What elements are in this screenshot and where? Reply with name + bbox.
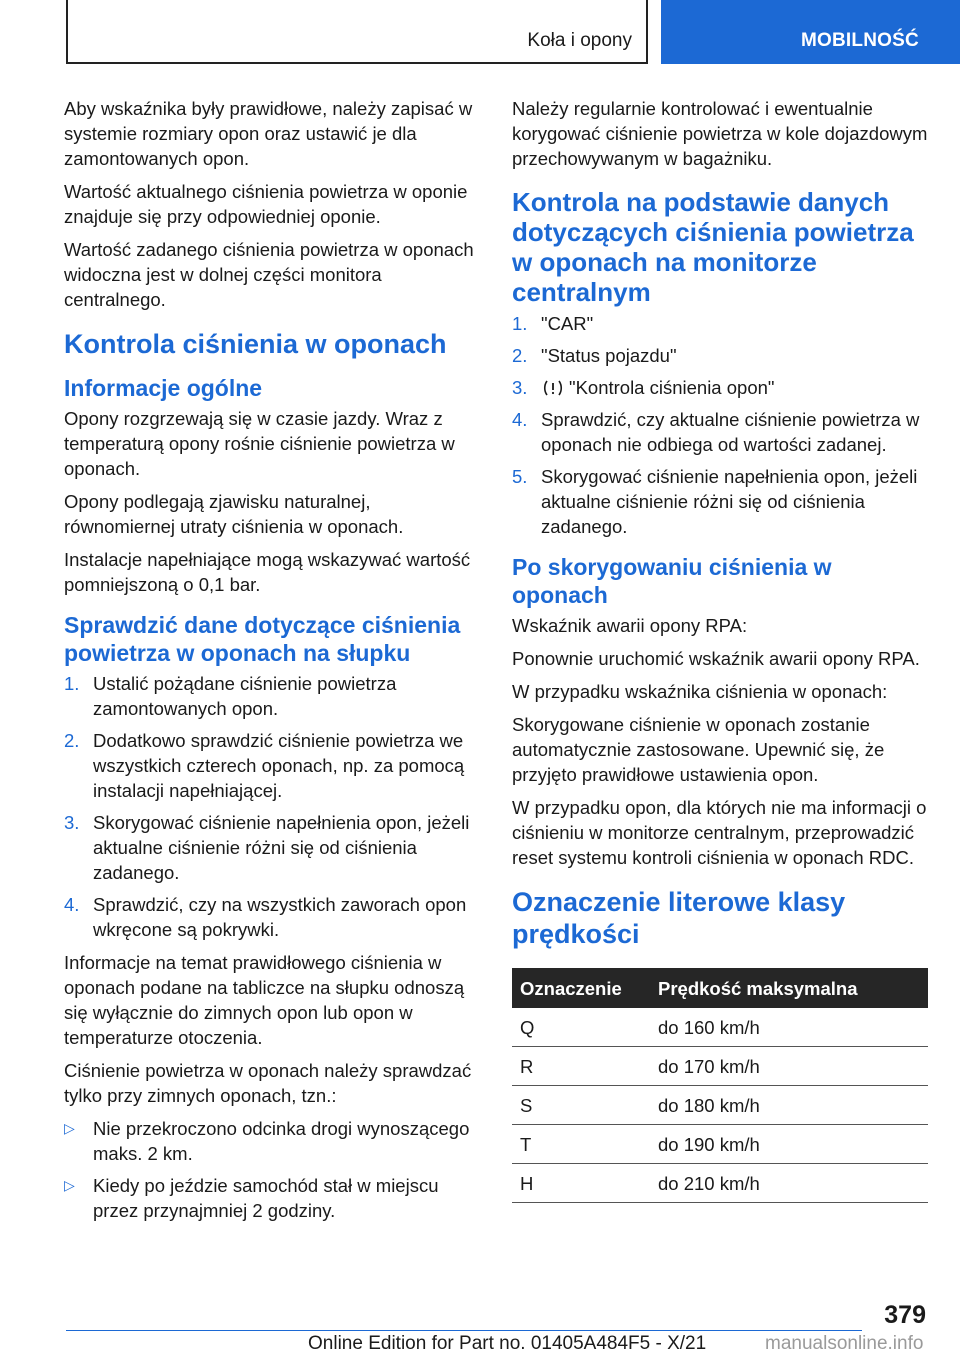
heading-po-skorygowaniu: Po skorygowaniu ciśnienia w oponach [512, 554, 832, 608]
steps-list [512, 311, 928, 539]
paragraph: W przypadku wskaźnika ciśnienia w oponach: [512, 681, 888, 702]
table-cell: do 190 km/h [650, 1125, 928, 1164]
step-text: "Kontrola ciśnienia opon" [569, 377, 775, 398]
list-item [512, 407, 928, 457]
bullet-text: Nie przekroczono odcinka drogi wynoszącego maks. 2 km. [93, 1118, 470, 1164]
table-cell: H [512, 1164, 650, 1203]
step-number: 4. [64, 894, 80, 915]
paragraph: Ponownie uruchomić wskaźnik awarii opony RPA. [512, 648, 920, 669]
table-row [512, 1164, 928, 1203]
footer-divider [66, 1330, 862, 1331]
chapter-title: MOBILNOŚĆ [801, 30, 919, 51]
step-number: 5. [512, 466, 528, 487]
step-number: 3. [512, 377, 528, 398]
heading-oznaczenie: Oznaczenie literowe klasy prędkości [512, 887, 846, 949]
bullet-text: Kiedy po jeździe samochód stał w miejscu przez przynajmniej 2 godziny. [93, 1175, 439, 1221]
step-text: Ustalić pożądane ciśnienie powietrza zamontowanych opon. [93, 673, 397, 719]
heading-informacje: Informacje ogólne [64, 375, 263, 401]
heading-monitor: Kontrola na podstawie danych dotyczących ciśnienia powietrza w oponach na monitorze centralnym [512, 187, 914, 307]
step-text: "Status pojazdu" [541, 345, 677, 366]
list-item [64, 671, 482, 721]
column-header: Prędkość maksymalna [650, 968, 928, 1008]
paragraph: Skorygowane ciśnienie w oponach zostanie automatycznie zastosowane. Upewnić się, że przyjęto prawidłowe ustawienia opon. [512, 714, 885, 785]
paragraph: Należy regularnie kontrolować i ewentualnie korygować ciśnienie powietrza w kole dojazdowym przechowywanym w bagażniku. [512, 98, 928, 169]
paragraph: Opony podlegają zjawisku naturalnej, równomiernej utraty ciśnienia w oponach. [64, 491, 404, 537]
right-column [512, 96, 928, 1203]
page-number: 379 [884, 1301, 926, 1329]
paragraph: Aby wskaźnika były prawidłowe, należy zapisać w systemie rozmiary opon oraz ustawić je dla zamontowanych opon. [64, 98, 473, 169]
list-item [512, 375, 928, 400]
tire-pressure-icon [543, 379, 563, 397]
triangle-bullet-icon: ▷ [64, 1177, 75, 1193]
list-item [512, 343, 928, 368]
column-header: Oznaczenie [512, 968, 650, 1008]
paragraph: Wartość aktualnego ciśnienia powietrza w oponie znajduje się przy odpowiedniej oponie. [64, 181, 468, 227]
paragraph: Ciśnienie powietrza w oponach należy sprawdzać tylko przy zimnych oponach, tzn.: [64, 1060, 472, 1106]
heading-slupek: Sprawdzić dane dotyczące ciśnienia powietrza w oponach na słupku [64, 612, 461, 666]
step-number: 1. [512, 313, 528, 334]
step-text: Skorygować ciśnienie napełnienia opon, jeżeli aktualne ciśnienie różni się od ciśnienia zadanego. [93, 812, 470, 883]
table-cell: do 210 km/h [650, 1164, 928, 1203]
table-cell: S [512, 1086, 650, 1125]
table-cell: R [512, 1047, 650, 1086]
table-cell: Q [512, 1008, 650, 1047]
step-number: 3. [64, 812, 80, 833]
section-title: Koła i opony [527, 30, 632, 51]
table-row [512, 1047, 928, 1086]
step-number: 4. [512, 409, 528, 430]
table-header-row [512, 968, 928, 1008]
triangle-bullet-icon: ▷ [64, 1120, 75, 1136]
list-item [64, 728, 482, 803]
table-cell: T [512, 1125, 650, 1164]
step-number: 2. [512, 345, 528, 366]
list-item [64, 1173, 482, 1223]
step-text: Skorygować ciśnienie napełnienia opon, jeżeli aktualne ciśnienie różni się od ciśnienia zadanego. [541, 466, 918, 537]
header-section-box [66, 0, 648, 64]
table-row [512, 1086, 928, 1125]
heading-kontrola: Kontrola ciśnienia w oponach [64, 329, 447, 359]
table-cell: do 160 km/h [650, 1008, 928, 1047]
paragraph: Opony rozgrzewają się w czasie jazdy. Wraz z temperaturą opony rośnie ciśnienie powietrza w oponach. [64, 408, 455, 479]
list-item [512, 464, 928, 539]
step-text: "CAR" [541, 313, 594, 334]
edition-text: Online Edition for Part no. 01405A484F5 - X/21 [308, 1333, 707, 1354]
step-number: 2. [64, 730, 80, 751]
step-number: 1. [64, 673, 80, 694]
site-watermark: manualsonline.info [765, 1333, 924, 1354]
paragraph: Wartość zadanego ciśnienia powietrza w oponach widoczna jest w dolnej części monitora centralnego. [64, 239, 474, 310]
chapter-tab [661, 0, 960, 64]
list-item [64, 810, 482, 885]
list-item [64, 1116, 482, 1166]
speed-class-table [512, 968, 928, 1203]
step-text: Dodatkowo sprawdzić ciśnienie powietrza we wszystkich czterech oponach, np. za pomocą instalacji napełniającej. [93, 730, 465, 801]
step-text: Sprawdzić, czy na wszystkich zaworach opon wkręcone są pokrywki. [93, 894, 467, 940]
bullet-list [64, 1116, 482, 1223]
paragraph: Wskaźnik awarii opony RPA: [512, 615, 748, 636]
paragraph: Informacje na temat prawidłowego ciśnienia w oponach podane na tabliczce na słupku odnoszą się wyłącznie do zimnych opon lub opon w temperaturze otoczenia. [64, 952, 465, 1048]
step-text: Sprawdzić, czy aktualne ciśnienie powietrza w oponach nie odbiega od wartości zadanej. [541, 409, 920, 455]
left-column [64, 96, 482, 1231]
steps-list [64, 671, 482, 942]
table-row [512, 1008, 928, 1047]
table-row [512, 1125, 928, 1164]
table-cell: do 180 km/h [650, 1086, 928, 1125]
list-item [64, 892, 482, 942]
list-item [512, 311, 928, 336]
paragraph: W przypadku opon, dla których nie ma informacji o ciśnieniu w monitorze centralnym, przeprowadzić reset systemu kontroli ciśnienia w oponach RDC. [512, 797, 927, 868]
paragraph: Instalacje napełniające mogą wskazywać wartość pomniejszoną o 0,1 bar. [64, 549, 471, 595]
table-cell: do 170 km/h [650, 1047, 928, 1086]
